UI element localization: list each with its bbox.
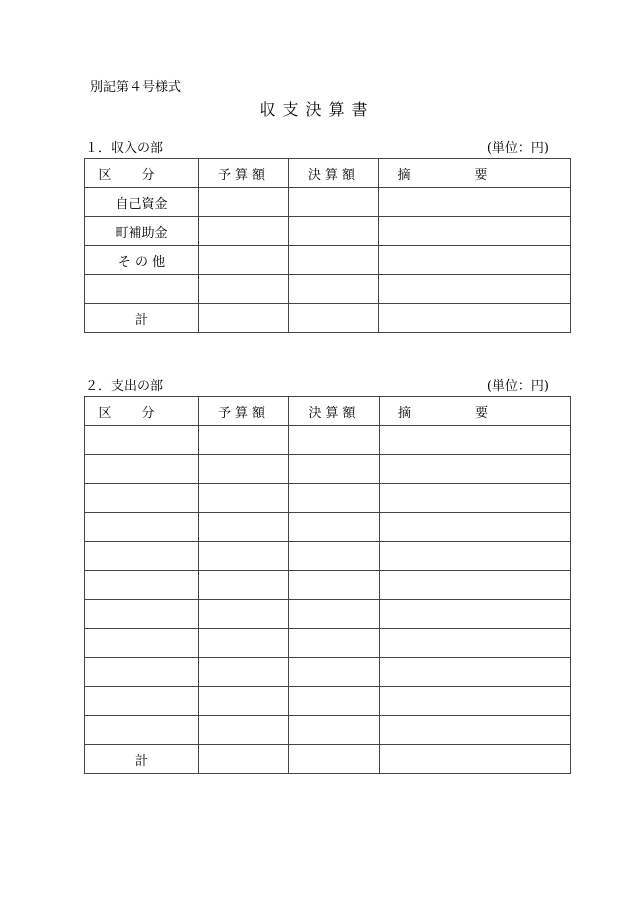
expense-budget-cell[interactable] bbox=[199, 629, 289, 658]
income-header-row bbox=[85, 159, 571, 188]
expense-budget-cell[interactable] bbox=[199, 658, 289, 687]
expense-settlement-cell[interactable] bbox=[289, 600, 380, 629]
document-title: 収支決算書 bbox=[259, 100, 375, 119]
expense-budget-cell[interactable] bbox=[199, 542, 289, 571]
table-row bbox=[85, 571, 571, 600]
expense-budget-cell[interactable] bbox=[199, 687, 289, 716]
table-row bbox=[85, 484, 571, 513]
expense-settlement-cell[interactable] bbox=[289, 571, 380, 600]
income-section-title: １．収入の部 bbox=[85, 141, 164, 156]
expense-total-remarks-cell[interactable] bbox=[380, 745, 571, 774]
expense-budget-cell[interactable] bbox=[199, 455, 289, 484]
expense-settlement-cell[interactable] bbox=[289, 687, 380, 716]
expense-settlement-cell[interactable] bbox=[289, 455, 380, 484]
expense-total-settlement-cell[interactable] bbox=[289, 745, 380, 774]
expense-remarks-cell[interactable] bbox=[380, 513, 571, 542]
income-remarks-cell[interactable] bbox=[379, 246, 571, 275]
expense-budget-cell[interactable] bbox=[199, 600, 289, 629]
expense-budget-cell[interactable] bbox=[199, 716, 289, 745]
expense-col-settlement: 決算額 bbox=[289, 397, 380, 426]
table-row bbox=[85, 658, 571, 687]
expense-category-cell[interactable] bbox=[85, 658, 199, 687]
income-total-settlement-cell[interactable] bbox=[289, 304, 379, 333]
form-number: 別記第４号様式 bbox=[90, 80, 182, 95]
expense-remarks-cell[interactable] bbox=[380, 716, 571, 745]
income-settlement-cell[interactable] bbox=[289, 188, 379, 217]
expense-category-cell[interactable] bbox=[85, 629, 199, 658]
income-category-cell: そ の 他 bbox=[85, 246, 199, 275]
income-settlement-cell[interactable] bbox=[289, 217, 379, 246]
expense-settlement-cell[interactable] bbox=[289, 484, 380, 513]
expense-total-row bbox=[85, 745, 571, 774]
expense-header-row bbox=[85, 397, 571, 426]
expense-col-remarks: 摘要 bbox=[380, 397, 571, 426]
expense-budget-cell[interactable] bbox=[199, 571, 289, 600]
income-col-settlement: 決算額 bbox=[289, 159, 379, 188]
expense-category-cell[interactable] bbox=[85, 426, 199, 455]
income-category-cell: 町補助金 bbox=[85, 217, 199, 246]
income-table bbox=[84, 158, 571, 333]
expense-remarks-cell[interactable] bbox=[380, 484, 571, 513]
table-row bbox=[85, 455, 571, 484]
expense-category-cell[interactable] bbox=[85, 716, 199, 745]
expense-section-title: ２．支出の部 bbox=[85, 379, 164, 394]
income-col-category: 区分 bbox=[85, 159, 199, 188]
table-row bbox=[85, 600, 571, 629]
expense-budget-cell[interactable] bbox=[199, 484, 289, 513]
income-category-cell: 自己資金 bbox=[85, 188, 199, 217]
table-row bbox=[85, 687, 571, 716]
income-col-remarks: 摘要 bbox=[379, 159, 571, 188]
expense-remarks-cell[interactable] bbox=[380, 542, 571, 571]
income-category-cell[interactable] bbox=[85, 275, 199, 304]
expense-remarks-cell[interactable] bbox=[380, 571, 571, 600]
income-budget-cell[interactable] bbox=[199, 275, 289, 304]
expense-remarks-cell[interactable] bbox=[380, 629, 571, 658]
income-budget-cell[interactable] bbox=[199, 246, 289, 275]
expense-category-cell[interactable] bbox=[85, 484, 199, 513]
income-col-budget: 予算額 bbox=[199, 159, 289, 188]
table-row bbox=[85, 629, 571, 658]
expense-col-budget: 予算額 bbox=[199, 397, 289, 426]
table-row bbox=[85, 246, 571, 275]
expense-category-cell[interactable] bbox=[85, 513, 199, 542]
expense-category-cell[interactable] bbox=[85, 687, 199, 716]
income-settlement-cell[interactable] bbox=[289, 275, 379, 304]
expense-settlement-cell[interactable] bbox=[289, 716, 380, 745]
expense-settlement-cell[interactable] bbox=[289, 658, 380, 687]
table-row bbox=[85, 188, 571, 217]
income-total-label: 計 bbox=[85, 304, 199, 333]
expense-remarks-cell[interactable] bbox=[380, 687, 571, 716]
expense-remarks-cell[interactable] bbox=[380, 426, 571, 455]
expense-settlement-cell[interactable] bbox=[289, 426, 380, 455]
expense-remarks-cell[interactable] bbox=[380, 658, 571, 687]
expense-total-label: 計 bbox=[85, 745, 199, 774]
expense-remarks-cell[interactable] bbox=[380, 600, 571, 629]
expense-unit-label: (単位：円) bbox=[486, 379, 549, 394]
expense-settlement-cell[interactable] bbox=[289, 513, 380, 542]
expense-category-cell[interactable] bbox=[85, 542, 199, 571]
table-row bbox=[85, 513, 571, 542]
expense-category-cell[interactable] bbox=[85, 455, 199, 484]
income-remarks-cell[interactable] bbox=[379, 217, 571, 246]
expense-total-budget-cell[interactable] bbox=[199, 745, 289, 774]
income-settlement-cell[interactable] bbox=[289, 246, 379, 275]
expense-settlement-cell[interactable] bbox=[289, 629, 380, 658]
income-unit-label: (単位：円) bbox=[486, 141, 549, 156]
expense-budget-cell[interactable] bbox=[199, 426, 289, 455]
table-row bbox=[85, 426, 571, 455]
income-total-remarks-cell[interactable] bbox=[379, 304, 571, 333]
expense-table bbox=[84, 396, 571, 774]
table-row bbox=[85, 542, 571, 571]
table-row bbox=[85, 275, 571, 304]
income-remarks-cell[interactable] bbox=[379, 275, 571, 304]
expense-remarks-cell[interactable] bbox=[380, 455, 571, 484]
expense-col-category: 区分 bbox=[85, 397, 199, 426]
expense-settlement-cell[interactable] bbox=[289, 542, 380, 571]
income-total-budget-cell[interactable] bbox=[199, 304, 289, 333]
expense-category-cell[interactable] bbox=[85, 571, 199, 600]
income-remarks-cell[interactable] bbox=[379, 188, 571, 217]
table-row bbox=[85, 217, 571, 246]
table-row bbox=[85, 716, 571, 745]
income-budget-cell[interactable] bbox=[199, 188, 289, 217]
expense-budget-cell[interactable] bbox=[199, 513, 289, 542]
income-total-row bbox=[85, 304, 571, 333]
income-budget-cell[interactable] bbox=[199, 217, 289, 246]
expense-category-cell[interactable] bbox=[85, 600, 199, 629]
